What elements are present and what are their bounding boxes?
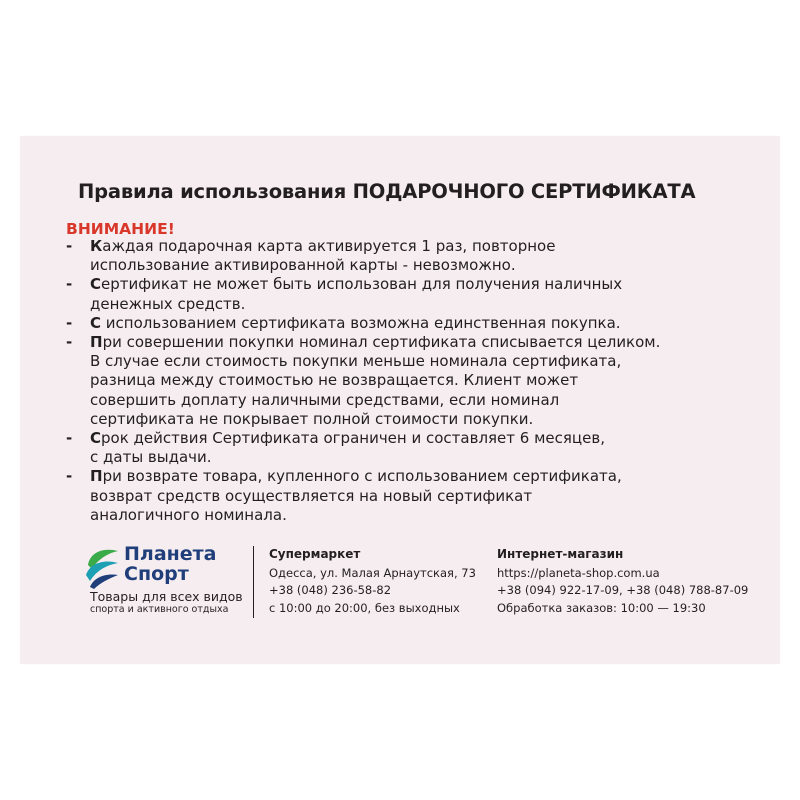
brand-name-line2: Спорт: [124, 563, 189, 585]
rule-text-line: использованием сертификата возможна единственная покупка.: [101, 313, 621, 332]
gift-certificate-card: [20, 136, 780, 664]
attention-label: ВНИМАНИЕ!: [66, 220, 175, 238]
brand-name: [124, 544, 217, 584]
online-store-title: Интернет-магазин: [497, 547, 624, 561]
rule-text-line: рок действия Сертификата ограничен и составляет 6 месяцев,: [101, 429, 605, 448]
certificate-rules-title: Правила использования ПОДАРОЧНОГО СЕРТИФИКАТА: [78, 180, 696, 203]
online-store-url: https://planeta-shop.com.ua: [497, 565, 660, 580]
rule-text-line: ри совершении покупки номинал сертификата списывается целиком.: [102, 333, 661, 352]
tagline-line2: спорта и активного отдыха: [90, 604, 229, 615]
rule-item: [66, 237, 750, 275]
planeta-sport-logo: [76, 540, 266, 620]
rules-list: [66, 237, 750, 525]
rule-initial-letter: С: [90, 275, 102, 294]
planeta-sport-leaf-icon: [84, 547, 120, 589]
rule-text-line: ертификат не может быть использован для получения наличных: [101, 275, 623, 294]
online-store-phones: +38 (094) 922-17-09, +38 (048) 788-87-09: [497, 583, 749, 597]
online-store-info: [497, 546, 748, 617]
rule-item: [66, 314, 750, 333]
rule-initial-letter: С: [90, 429, 102, 448]
rule-text-line: В случае если стоимость покупки меньше номинала сертификата,: [90, 352, 622, 371]
rule-text-line: разница между стоимостью не возвращается. Клиент может: [90, 371, 579, 390]
rule-dash: -: [66, 275, 73, 294]
rule-item: [66, 333, 750, 429]
rule-text-line: сертификата не покрывает полной стоимости покупки.: [90, 409, 534, 428]
supermarket-hours: с 10:00 до 20:00, без выходных: [269, 600, 460, 615]
rule-text-line: совершить доплату наличными средствами, если номинал: [90, 390, 560, 409]
rule-text-line: ри возврате товара, купленного с использованием сертификата,: [102, 467, 622, 486]
supermarket-info: [269, 546, 476, 617]
rule-text-line: с даты выдачи.: [90, 448, 212, 467]
rule-initial-letter: К: [90, 237, 103, 255]
rule-dash: -: [66, 237, 73, 255]
rule-initial-letter: С: [90, 313, 102, 332]
brand-name-line1: Планета: [124, 543, 217, 565]
footer-divider: [253, 546, 254, 618]
online-store-hours: Обработка заказов: 10:00 — 19:30: [497, 600, 706, 615]
rule-dash: -: [66, 313, 73, 332]
rule-initial-letter: П: [90, 333, 103, 352]
rule-item: [66, 429, 750, 467]
tagline-line1: Товары для всех видов: [90, 589, 243, 604]
rule-text-line: аналогичного номинала.: [90, 505, 287, 524]
rule-item: [66, 275, 750, 313]
rule-dash: -: [66, 333, 73, 352]
brand-tagline: [90, 590, 243, 616]
supermarket-address: Одесса, ул. Малая Арнаутская, 73: [269, 565, 476, 580]
rule-text-line: возврат средств осуществляется на новый сертификат: [90, 486, 533, 505]
supermarket-title: Супермаркет: [269, 547, 361, 561]
supermarket-phone: +38 (048) 236-58-82: [269, 583, 392, 597]
rule-text-line: денежных средств.: [90, 294, 246, 313]
rule-initial-letter: П: [90, 467, 103, 486]
rule-dash: -: [66, 467, 73, 486]
rule-text-line: аждая подарочная карта активируется 1 раз, повторное: [102, 237, 556, 255]
rule-item: [66, 467, 750, 525]
rule-dash: -: [66, 429, 73, 448]
rule-text-line: использование активированной карты - невозможно.: [90, 256, 516, 275]
